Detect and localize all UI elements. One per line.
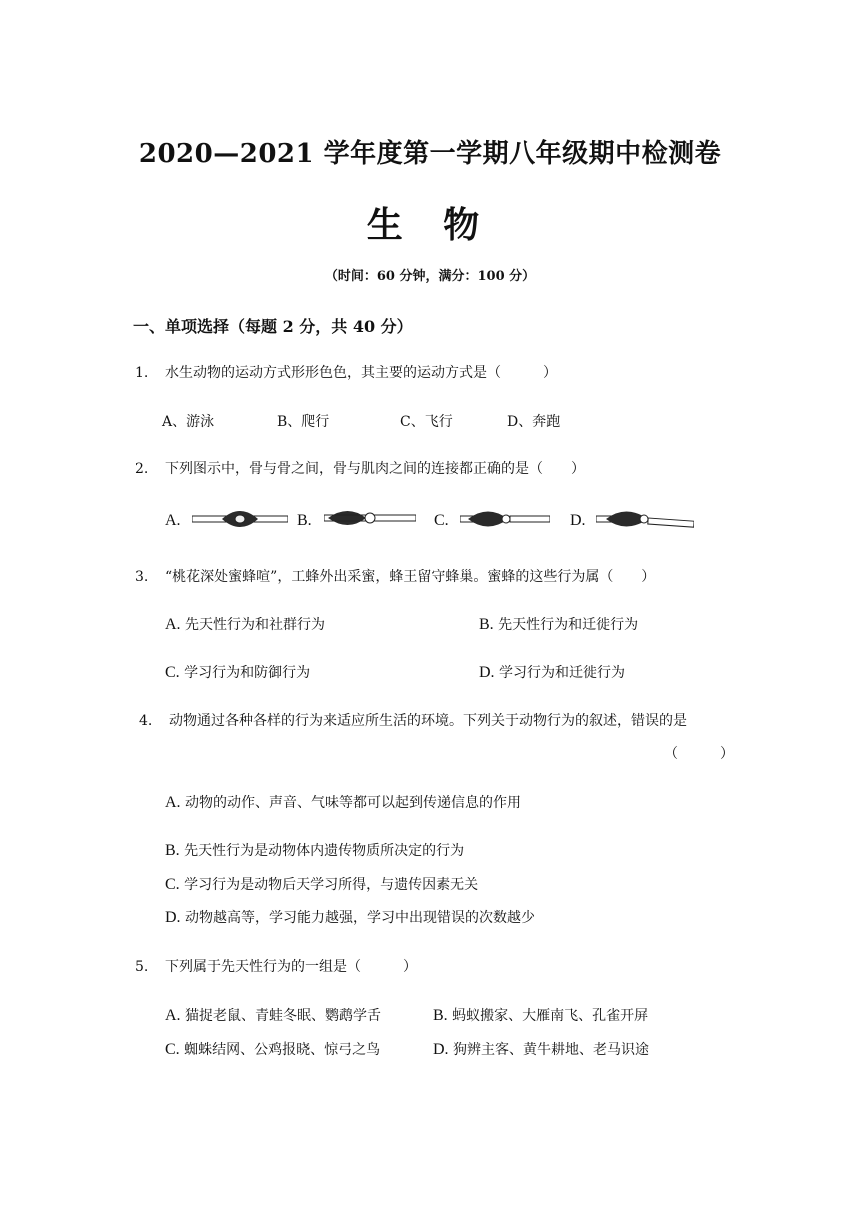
q4-option-d xyxy=(165,907,535,927)
question-text: 下列图示中，骨与骨之间，骨与肌肉之间的连接都正确的是（ ） xyxy=(165,461,585,477)
q3-option-a xyxy=(165,614,325,634)
q4-answer-bracket: （ ） xyxy=(664,746,734,762)
question-text: 水生动物的运动方式形形色色，其主要的运动方式是（ ） xyxy=(165,365,557,381)
q3-option-b xyxy=(479,614,638,634)
option-text: 学习行为和防御行为 xyxy=(184,665,311,681)
q5-option-a xyxy=(165,1005,381,1025)
option-text: 蜘蛛结网、公鸡报晓、惊弓之鸟 xyxy=(184,1042,381,1058)
option-letter: A. xyxy=(165,794,181,811)
option-text: 动物的动作、声音、气味等都可以起到传递信息的作用 xyxy=(185,795,522,811)
q4-option-a xyxy=(165,792,521,812)
question-number: 5. xyxy=(135,959,149,975)
q1-option-a: A、游泳 xyxy=(162,414,215,430)
question-number: 1. xyxy=(135,365,149,381)
option-letter: C. xyxy=(165,664,180,681)
q2-option-c-label: C. xyxy=(434,512,449,529)
option-letter: C. xyxy=(165,1041,180,1058)
option-text: 蚂蚁搬家、大雁南飞、孔雀开屏 xyxy=(452,1008,649,1024)
q4-option-b xyxy=(165,840,464,860)
q2-option-c-diagram-icon xyxy=(460,504,550,534)
option-letter: B. xyxy=(165,842,180,859)
option-letter: D. xyxy=(479,664,495,681)
option-letter: D. xyxy=(165,909,181,926)
option-letter: A. xyxy=(165,616,181,633)
q3-option-c xyxy=(165,662,310,682)
q2-option-b-diagram-icon xyxy=(324,503,416,535)
question-text: 动物通过各种各样的行为来适应所生活的环境。下列关于动物行为的叙述，错误的是 xyxy=(169,713,687,729)
option-letter: B. xyxy=(433,1007,448,1024)
question-number: 3. xyxy=(135,569,149,585)
question-number: 4. xyxy=(139,713,153,729)
option-text: 先天性行为和社群行为 xyxy=(185,617,326,633)
option-letter: A. xyxy=(165,1007,181,1024)
q2-option-b-label: B. xyxy=(297,512,312,529)
q1-option-d: D、奔跑 xyxy=(507,414,561,430)
option-text: 先天性行为是动物体内遗传物质所决定的行为 xyxy=(184,843,465,859)
option-text: 学习行为是动物后天学习所得，与遗传因素无关 xyxy=(184,877,479,893)
subject-title: 生 物 xyxy=(366,204,494,246)
question-text: “桃花深处蜜蜂喧”，工蜂外出采蜜，蜂王留守蜂巢。蜜蜂的这些行为属（ ） xyxy=(165,569,656,585)
option-text: 猫捉老鼠、青蛙冬眠、鹦鹉学舌 xyxy=(185,1008,382,1024)
q2-option-d-diagram-icon xyxy=(596,503,694,535)
q1-option-c: C、飞行 xyxy=(400,414,453,430)
q4-option-c xyxy=(165,874,478,894)
question-5 xyxy=(135,956,417,976)
q3-option-d xyxy=(479,662,625,682)
q5-option-d xyxy=(433,1039,649,1059)
question-2 xyxy=(135,458,585,478)
q5-option-c xyxy=(165,1039,380,1059)
section-heading: 一、单项选择（每题 2 分，共 40 分） xyxy=(133,317,413,336)
option-letter: B. xyxy=(479,616,494,633)
option-text: 先天性行为和迁徙行为 xyxy=(498,617,639,633)
question-1 xyxy=(135,362,557,382)
exam-meta: （时间：60 分钟，满分：100 分） xyxy=(324,269,536,284)
q1-option-b: B、爬行 xyxy=(277,414,330,430)
option-letter: C. xyxy=(165,876,180,893)
exam-title: 2020—2021 学年度第一学期八年级期中检测卷 xyxy=(138,139,722,169)
question-3 xyxy=(135,566,655,586)
option-text: 狗辨主客、黄牛耕地、老马识途 xyxy=(453,1042,650,1058)
q2-option-a-label: A. xyxy=(165,512,181,529)
option-letter: D. xyxy=(433,1041,449,1058)
option-text: 学习行为和迁徙行为 xyxy=(499,665,626,681)
question-text: 下列属于先天性行为的一组是（ ） xyxy=(165,959,417,975)
question-number: 2. xyxy=(135,461,149,477)
q2-option-d-label: D. xyxy=(570,512,586,529)
q2-option-a-diagram-icon xyxy=(192,505,288,535)
option-text: 动物越高等，学习能力越强，学习中出现错误的次数越少 xyxy=(185,910,536,926)
q5-option-b xyxy=(433,1005,648,1025)
question-4 xyxy=(139,710,687,730)
